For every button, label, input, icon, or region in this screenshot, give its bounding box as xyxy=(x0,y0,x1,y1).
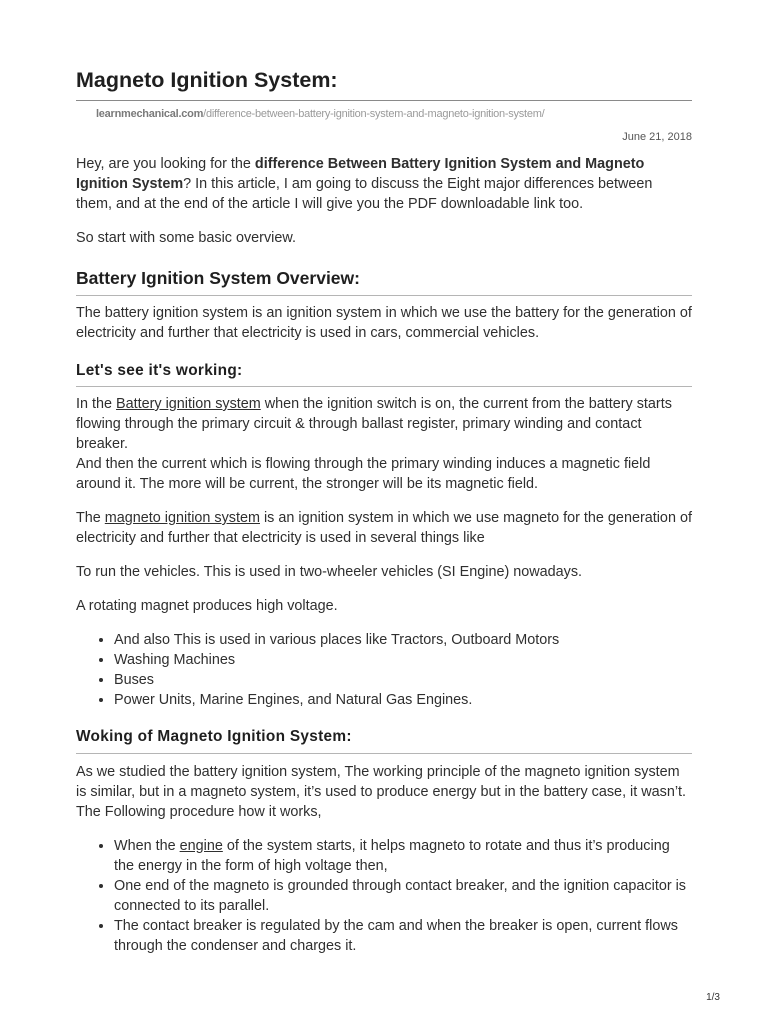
list-item: • One end of the magneto is grounded through contact breaker, and the ignition capacitor is connected to its parallel. xyxy=(114,876,692,916)
working-divider xyxy=(76,386,692,387)
magneto-definition-paragraph xyxy=(76,508,692,548)
procedure-text-start: When the xyxy=(114,838,180,854)
magneto-working-heading: Woking of Magneto Ignition System: xyxy=(76,728,352,745)
overview-line: So start with some basic overview. xyxy=(76,230,296,246)
source-path[interactable]: /difference-between-battery-ignition-system-and-magneto-ignition-system/ xyxy=(203,108,545,120)
magneto-working-divider xyxy=(76,753,692,754)
magnetic-field-paragraph: And then the current which is flowing through the primary winding induces a magnetic field around it. The more will be current, the stronger will be its magnetic field. xyxy=(76,456,651,492)
battery-overview-paragraph: The battery ignition system is an ignition system in which we use the battery for the generation of electricity and further that electricity is used in cars, commercial vehicles. xyxy=(76,305,692,341)
page-number: 1/3 xyxy=(706,992,720,1003)
battery-overview-heading: Battery Ignition System Overview: xyxy=(76,268,360,288)
battery-ignition-system-link[interactable]: Battery ignition system xyxy=(116,396,261,412)
rotating-magnet-paragraph: A rotating magnet produces high voltage. xyxy=(76,598,338,614)
list-item: • Washing Machines xyxy=(114,650,692,670)
working-heading: Let's see it's working: xyxy=(76,362,243,379)
list-item: • Buses xyxy=(114,670,692,690)
list-item: • Power Units, Marine Engines, and Natural Gas Engines. xyxy=(114,690,692,710)
intro-bold-text: difference Between Battery Ignition System and Magneto Ignition System xyxy=(76,156,645,192)
list-item xyxy=(114,836,692,876)
intro-text-end: ? In this article, I am going to discuss the Eight major differences between them, and at the end of the article I will give you the PDF downloadable link too. xyxy=(76,176,653,212)
vehicles-paragraph: To run the vehicles. This is used in two-wheeler vehicles (SI Engine) nowadays. xyxy=(76,564,583,580)
procedure-text-end: of the system starts, it helps magneto to rotate and thus it’s producing the energy in the form of high voltage then, xyxy=(114,838,670,874)
battery-working-text-start: In the xyxy=(76,396,117,412)
uses-list xyxy=(76,630,692,710)
list-item: • The contact breaker is regulated by the cam and when the breaker is open, current flows through the condenser and charges it. xyxy=(114,916,692,956)
engine-link[interactable]: engine xyxy=(179,838,223,854)
source-domain[interactable]: learnmechanical.com xyxy=(96,108,204,120)
procedure-list xyxy=(76,836,692,956)
intro-paragraph xyxy=(76,154,692,214)
intro-text-start: Hey, are you looking for the xyxy=(76,156,255,172)
battery-working-text-end: when the ignition switch is on, the current from the battery starts flowing through the primary circuit & through ballast register, primary winding and contact breaker. xyxy=(76,396,672,452)
article xyxy=(76,66,692,956)
magneto-definition-text-start: The xyxy=(76,510,105,526)
magneto-working-paragraph: As we studied the battery ignition system, The working principle of the magneto ignition system is similar, but in a magneto system, it’s used to produce energy but in the battery case, it wasn’t. The Following procedure how it works, xyxy=(76,764,687,820)
battery-overview-divider xyxy=(76,295,692,296)
title-divider xyxy=(76,100,692,101)
source-url[interactable] xyxy=(96,107,692,121)
publish-date: June 21, 2018 xyxy=(622,131,692,143)
magneto-definition-text-end: is an ignition system in which we use magneto for the generation of electricity and further that electricity is used in several things like xyxy=(76,510,692,546)
page-title: Magneto Ignition System: xyxy=(76,68,338,92)
list-item: • And also This is used in various places like Tractors, Outboard Motors xyxy=(114,630,692,650)
battery-working-paragraph xyxy=(76,394,692,454)
magneto-ignition-system-link[interactable]: magneto ignition system xyxy=(104,510,260,526)
